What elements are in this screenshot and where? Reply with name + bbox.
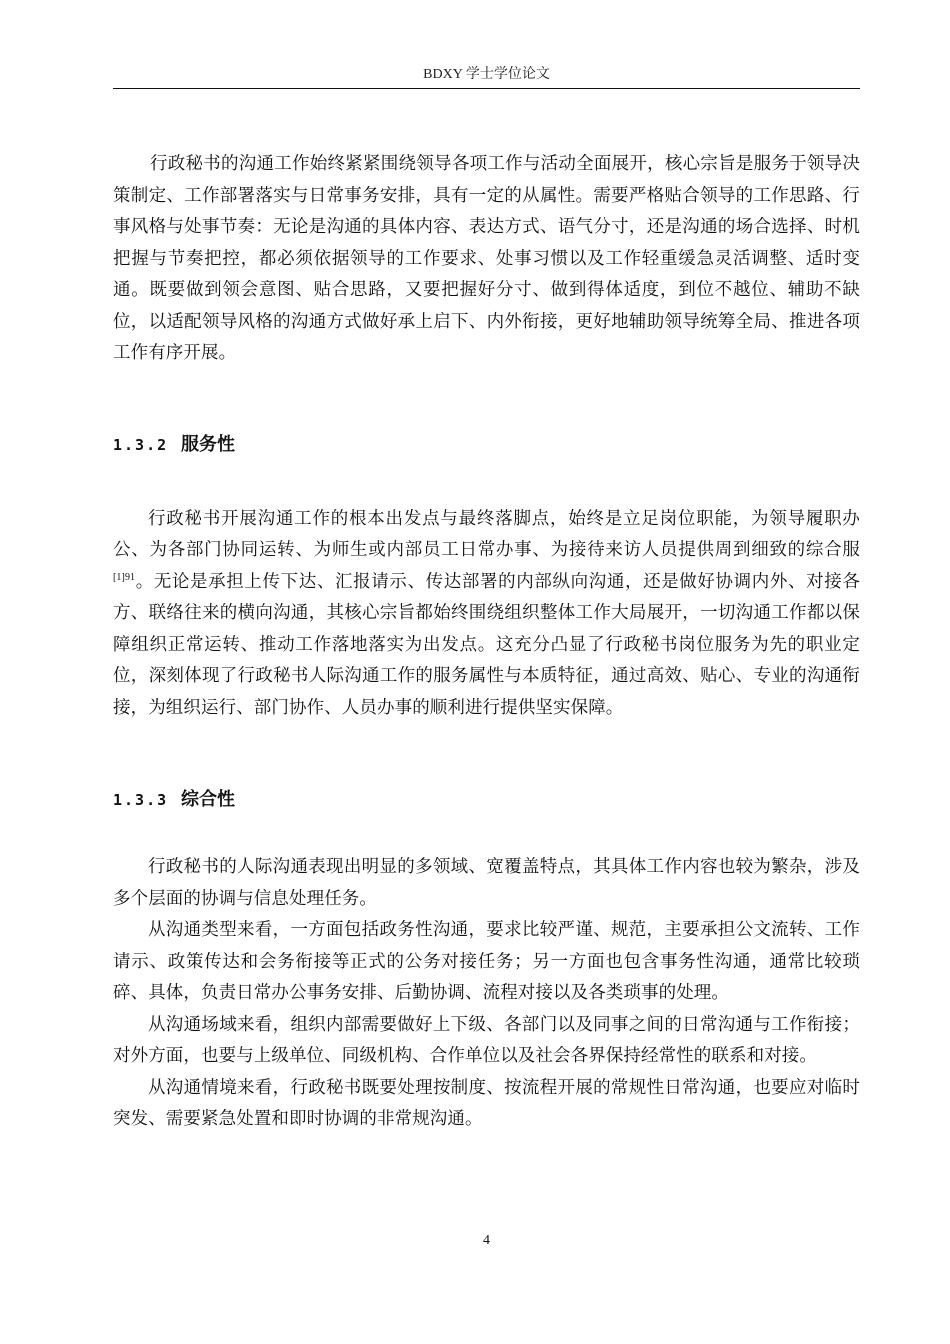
section-title: 综合性 (181, 789, 235, 810)
comprehensive-paragraph-2: 从沟通类型来看，一方面包括政务性沟通，要求比较严谨、规范，主要承担公文流转、工作请示、政策传达和会务衔接等正式的公务对接任务；另一方面也包含事务性沟通，通常比较琐碎、具体，负责日常办公事务安排、后勤协调、流程对接以及各类琐事的处理。 (113, 920, 860, 1003)
comprehensive-paragraph-1: 行政秘书的人际沟通表现出明显的多领域、宽覆盖特点，其具体工作内容也较为繁杂，涉及多个层面的协调与信息处理任务。 (113, 857, 860, 909)
section-number: 1.3.3 (113, 791, 169, 809)
spacer (113, 457, 860, 504)
spacer (113, 812, 860, 852)
comprehensive-paragraph-3: 从沟通场域来看，组织内部需要做好上下级、各部门以及同事之间的日常沟通与工作衔接；对外方面，也要与上级单位、同级机构、合作单位以及社会各界保持经常性的联系和对接。 (113, 1014, 860, 1066)
service-paragraph-text-b: 。无论是承担上传下达、汇报请示、传达部署的内部纵向沟通，还是做好协调内外、对接各方、联络往来的横向沟通，其核心宗旨都始终围绕组织整体工作大局展开，一切沟通工作都以保障组织正常运转、推动工作落地落实为出发点。这充分凸显了行政秘书岗位服务为先的职业定位，深刻体现了行政秘书人际沟通工作的服务属性与本质特征，通过高效、贴心、专业的沟通衔接，为组织运行、部门协作、人员办事的顺利进行提供坚实保障。 (113, 571, 860, 718)
spacer (113, 724, 860, 788)
service-paragraph-text-a: 行政秘书开展沟通工作的根本出发点与最终落脚点，始终是立足岗位职能，为领导履职办公、为各部门协同运转、为师生或内部员工日常办事、为接待来访人员提供周到细致的综合服 (113, 508, 860, 560)
section-heading-1-3-3 (113, 788, 860, 812)
section-title: 服务性 (181, 433, 235, 455)
page-header: BDXY 学士学位论文 (423, 67, 550, 82)
intro-paragraph: 行政秘书的沟通工作始终紧紧围绕领导各项工作与活动全面展开，核心宗旨是服务于领导决策制定、工作部署落实与日常事务安排，具有一定的从属性。需要严格贴合领导的工作思路、行事风格与处事节奏：无论是沟通的具体内容、表达方式、语气分寸，还是沟通的场合选择、时机把握与节奏把控，都必须依据领导的工作要求、处事习惯以及工作轻重缓急灵活调整、适时变通。既要做到领会意图、贴合思路，又要把握好分寸、做到得体适度，到位不越位、辅助不缺位，以适配领导风格的沟通方式做好承上启下、内外衔接，更好地辅助领导统筹全局、推进各项工作有序开展。 (113, 154, 860, 363)
spacer (113, 370, 860, 433)
header-rule (113, 88, 860, 89)
page-number: 4 (483, 1233, 490, 1248)
service-paragraph (113, 504, 860, 725)
section-number: 1.3.2 (113, 435, 169, 454)
citation-reference[interactable]: [1]91 (113, 571, 136, 583)
section-heading-1-3-2 (113, 433, 860, 457)
page-body (113, 149, 860, 1136)
comprehensive-paragraph-4: 从沟通情境来看，行政秘书既要处理按制度、按流程开展的常规性日常沟通，也要应对临时突发、需要紧急处置和即时协调的非常规沟通。 (113, 1077, 860, 1129)
